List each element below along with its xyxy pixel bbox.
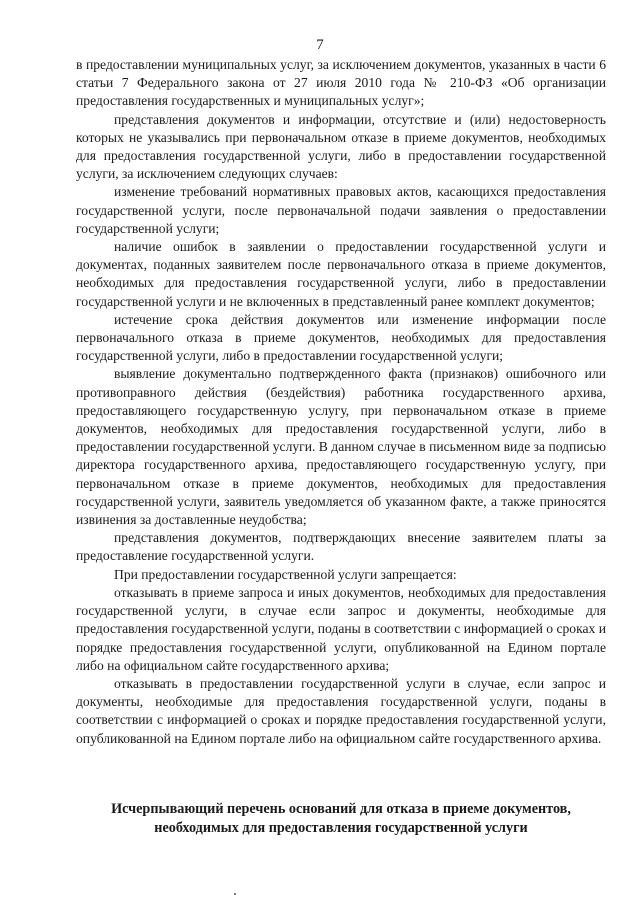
paragraph: отказывать в предоставлении государственной услуги в случае, если запрос и документы, необходимые для предоставления государственной услуги, поданы в соответствии с информацией о сроках и порядке предоставления государственной услуги, опубликованной на Едином портале либо на официальном сайте государственного архива. [76,675,606,746]
paragraph: представления документов, подтверждающих внесение заявителем платы за предоставление государственной услуги. [76,530,606,564]
section-heading-line: необходимых для предоставления государственной услуги [154,820,528,836]
section-heading [76,800,606,838]
paragraph: отказывать в приеме запроса и иных документов, необходимых для предоставления государственной услуги, в случае если запрос и документы, необходимые для предоставления государственной услуги, поданы в соответствии с информацией о сроках и порядке предоставления государственной услуги, опубликованной на Едином портале либо на официальном сайте государственного архива; [76,584,606,673]
paragraph: изменение требований нормативных правовых актов, касающихся предоставления государственной услуги, после первоначальной подачи заявления о предоставлении государственной услуги; [76,184,606,236]
scan-speck [234,893,236,895]
paragraph: в предоставлении муниципальных услуг, за исключением документов, указанных в части 6 статьи 7 Федерального закона от 27 июля 2010 года № 210-ФЗ «Об организации предоставления государственных и муниципальных услуг»; [76,57,606,109]
paragraph: истечение срока действия документов или изменение информации после первоначального отказа в приеме документов, необходимых для предоставления государственной услуги, либо в предоставлении государственной услуги; [76,311,606,364]
paragraph: При предоставлении государственной услуги запрещается: [114,566,457,582]
paragraph: выявление документально подтвержденного факта (признаков) ошибочного или противоправного действия (бездействия) работника государственного архива, предоставляющего государственную услугу, при первоначальном отказе в приеме документов, необходимых для предоставления государственной услуги, либо в предоставлении государственной услуги. В данном случае в письменном виде за подписью директора государственного архива, предоставляющего государственную услугу, при первоначальном отказе в приеме документов, необходимых для предоставления государственной услуги, заявитель уведомляется об указанном факте, а также приносятся извинения за доставленные неудобства; [76,366,606,528]
body-text [76,56,606,748]
paragraph: представления документов и информации, отсутствие и (или) недостоверность которых не указывались при первоначальном отказе в приеме документов, необходимых для предоставления государственной услуги, либо в предоставлении государственной услуги, за исключением следующих случаев: [76,111,606,182]
page-number: 7 [316,37,324,53]
paragraph: наличие ошибок в заявлении о предоставлении государственной услуги и документах, поданных заявителем после первоначального отказа в приеме документов, необходимых для предоставления государственной услуги, либо в предоставлении государственной услуги и не включенных в представленный ранее комплект документов; [76,239,606,309]
section-heading-line: Исчерпывающий перечень оснований для отказа в приеме документов, [111,801,571,817]
